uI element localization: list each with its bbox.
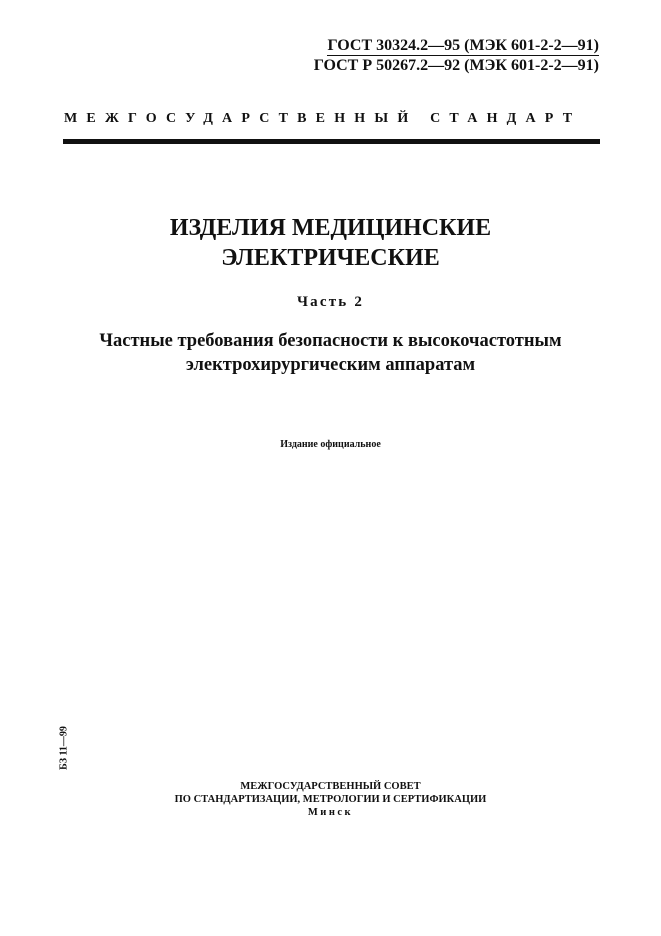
document-title-line-2: ЭЛЕКТРИЧЕСКИЕ	[221, 245, 440, 271]
document-subtitle	[0, 329, 661, 377]
document-subtitle-line-2: электрохирургическим аппаратам	[185, 355, 476, 375]
header-divider	[63, 139, 600, 144]
gost-code-secondary: ГОСТ Р 50267.2—92 (МЭК 601-2-2—91)	[313, 57, 599, 74]
document-title-line-1: ИЗДЕЛИЯ МЕДИЦИНСКИЕ	[169, 215, 492, 241]
publisher-line-2: ПО СТАНДАРТИЗАЦИИ, МЕТРОЛОГИИ И СЕРТИФИКАЦИИ	[174, 794, 487, 805]
edition-note: Издание официальное	[280, 439, 381, 450]
document-subtitle-line-1: Частные требования безопасности к высокочастотным	[99, 331, 562, 351]
side-code-text: БЗ 11—99	[58, 726, 70, 770]
side-code	[57, 721, 71, 775]
part-number: Часть 2	[296, 294, 365, 310]
document-title	[0, 213, 661, 273]
publisher-city: Минск	[307, 807, 354, 818]
gost-code-primary: ГОСТ 30324.2—95 (МЭК 601-2-2—91)	[327, 37, 599, 54]
publisher-line-1: МЕЖГОСУДАРСТВЕННЫЙ СОВЕТ	[240, 781, 421, 792]
standard-codes	[314, 36, 599, 75]
publisher-block	[0, 780, 661, 819]
standard-series-label: МЕЖГОСУДАРСТВЕННЫЙ СТАНДАРТ	[64, 111, 582, 126]
